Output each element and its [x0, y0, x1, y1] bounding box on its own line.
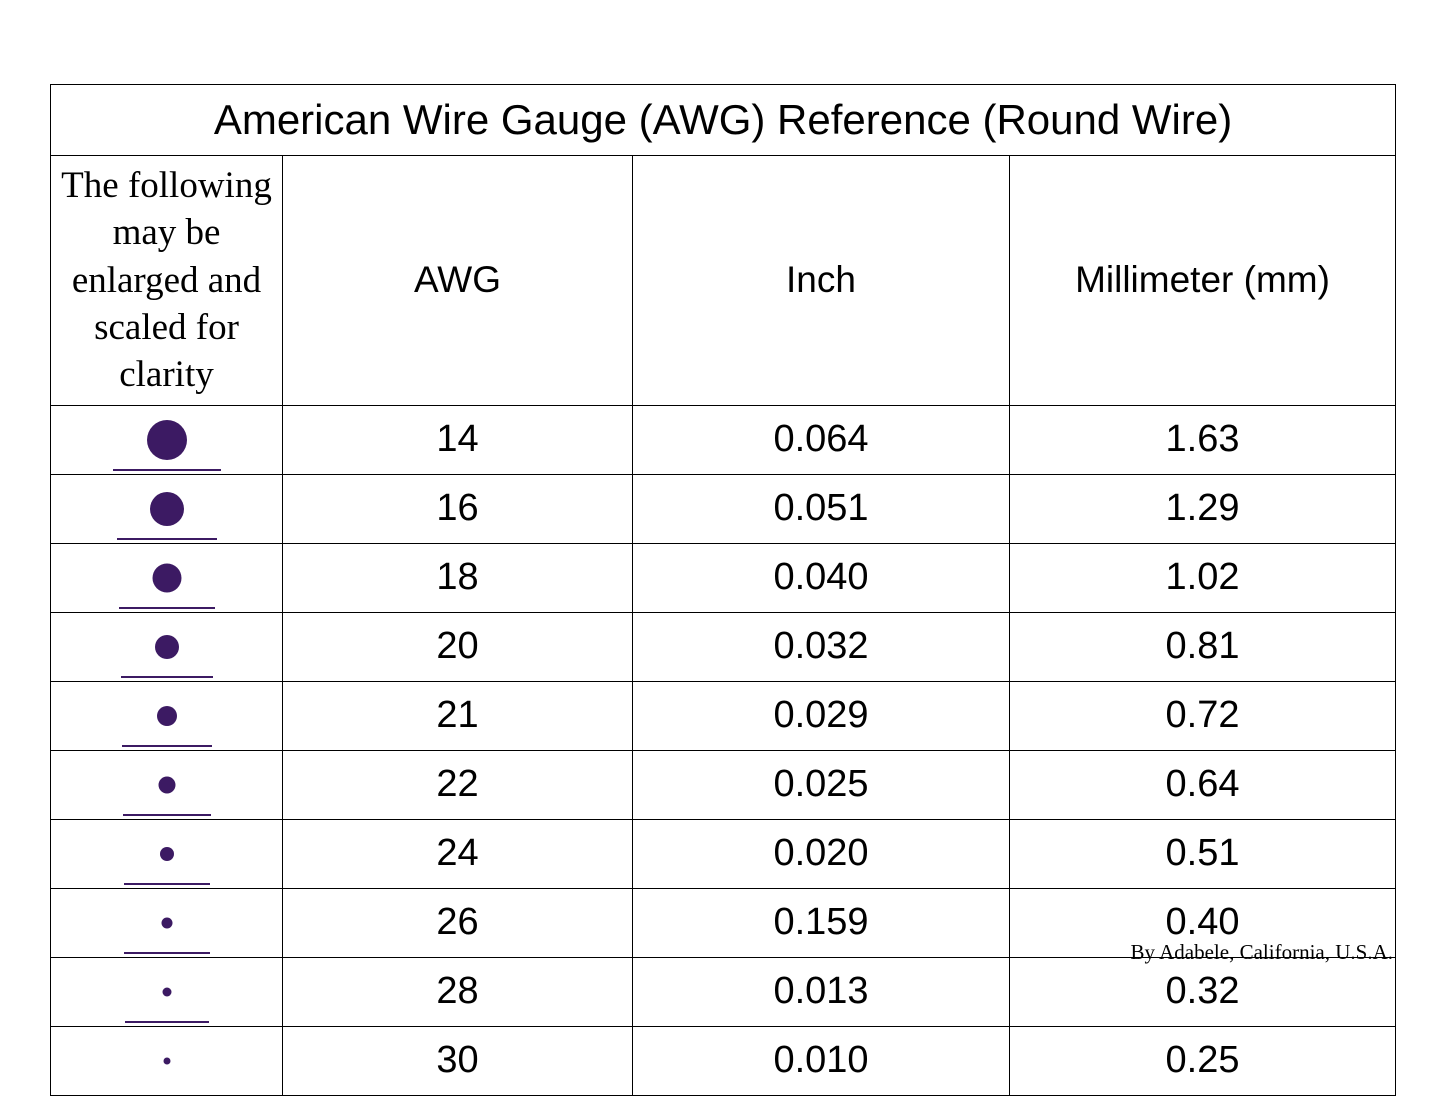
wire-cross-section-dot	[160, 847, 174, 861]
wire-diameter-icon	[51, 889, 282, 957]
cell-millimeter: 1.02	[1010, 543, 1396, 612]
cell-millimeter: 0.81	[1010, 612, 1396, 681]
wire-diameter-icon	[51, 958, 282, 1026]
cell-inch: 0.159	[633, 888, 1010, 957]
table-row	[51, 750, 1396, 819]
table-header-row	[51, 156, 1396, 406]
wire-cross-section-dot	[147, 420, 187, 460]
table-row	[51, 405, 1396, 474]
cell-awg: 24	[283, 819, 633, 888]
table-row	[51, 681, 1396, 750]
cell-inch: 0.032	[633, 612, 1010, 681]
wire-scale-line	[119, 607, 215, 609]
cell-inch: 0.064	[633, 405, 1010, 474]
wire-cross-section-dot	[157, 706, 177, 726]
wire-scale-line	[124, 883, 210, 885]
column-header-note: The following may be enlarged and scaled for clarity	[51, 156, 283, 406]
wire-diameter-icon	[51, 751, 282, 819]
cell-inch: 0.010	[633, 1026, 1010, 1095]
wire-cross-section-dot	[155, 635, 179, 659]
cell-awg: 22	[283, 750, 633, 819]
cell-inch: 0.051	[633, 474, 1010, 543]
wire-diameter-icon	[51, 406, 282, 474]
table-row	[51, 474, 1396, 543]
table-row	[51, 1026, 1396, 1095]
footer-credit: By Adabele, California, U.S.A.	[1130, 940, 1393, 964]
wire-swatch-cell	[51, 543, 283, 612]
column-header-awg: AWG	[283, 156, 633, 406]
wire-diameter-icon	[51, 1027, 282, 1095]
wire-swatch-cell	[51, 474, 283, 543]
cell-awg: 21	[283, 681, 633, 750]
wire-swatch-cell	[51, 888, 283, 957]
cell-awg: 16	[283, 474, 633, 543]
wire-swatch-cell	[51, 750, 283, 819]
cell-inch: 0.025	[633, 750, 1010, 819]
table-row	[51, 543, 1396, 612]
cell-awg: 28	[283, 957, 633, 1026]
wire-cross-section-dot	[158, 776, 175, 793]
cell-millimeter: 1.29	[1010, 474, 1396, 543]
wire-swatch-cell	[51, 957, 283, 1026]
wire-swatch-cell	[51, 612, 283, 681]
wire-scale-line	[113, 469, 221, 471]
cell-millimeter: 0.25	[1010, 1026, 1396, 1095]
wire-cross-section-dot	[150, 492, 184, 526]
wire-swatch-cell	[51, 819, 283, 888]
wire-cross-section-dot	[161, 917, 172, 928]
wire-swatch-cell	[51, 681, 283, 750]
wire-diameter-icon	[51, 475, 282, 543]
cell-inch: 0.040	[633, 543, 1010, 612]
wire-diameter-icon	[51, 682, 282, 750]
wire-swatch-cell	[51, 405, 283, 474]
cell-awg: 20	[283, 612, 633, 681]
cell-millimeter: 0.51	[1010, 819, 1396, 888]
cell-inch: 0.020	[633, 819, 1010, 888]
cell-millimeter: 0.32	[1010, 957, 1396, 1026]
wire-scale-line	[123, 814, 211, 816]
wire-diameter-icon	[51, 613, 282, 681]
cell-awg: 18	[283, 543, 633, 612]
wire-scale-line	[125, 1021, 209, 1023]
column-header-inch: Inch	[633, 156, 1010, 406]
wire-scale-line	[121, 676, 213, 678]
cell-awg: 26	[283, 888, 633, 957]
wire-diameter-icon	[51, 820, 282, 888]
wire-cross-section-dot	[162, 987, 171, 996]
cell-millimeter: 0.40	[1010, 888, 1396, 957]
wire-scale-line	[124, 952, 210, 954]
cell-millimeter: 0.72	[1010, 681, 1396, 750]
table-body	[51, 405, 1396, 1095]
wire-diameter-icon	[51, 544, 282, 612]
cell-inch: 0.013	[633, 957, 1010, 1026]
cell-inch: 0.029	[633, 681, 1010, 750]
table-row	[51, 957, 1396, 1026]
cell-millimeter: 1.63	[1010, 405, 1396, 474]
wire-scale-line	[117, 538, 217, 540]
wire-cross-section-dot	[163, 1057, 170, 1064]
table-title-row	[51, 85, 1396, 156]
wire-cross-section-dot	[152, 563, 181, 592]
table-row	[51, 819, 1396, 888]
cell-millimeter: 0.64	[1010, 750, 1396, 819]
table-row	[51, 612, 1396, 681]
column-header-millimeter: Millimeter (mm)	[1010, 156, 1396, 406]
wire-swatch-cell	[51, 1026, 283, 1095]
page-title: American Wire Gauge (AWG) Reference (Round Wire)	[51, 85, 1396, 156]
wire-scale-line	[122, 745, 212, 747]
cell-awg: 30	[283, 1026, 633, 1095]
cell-awg: 14	[283, 405, 633, 474]
